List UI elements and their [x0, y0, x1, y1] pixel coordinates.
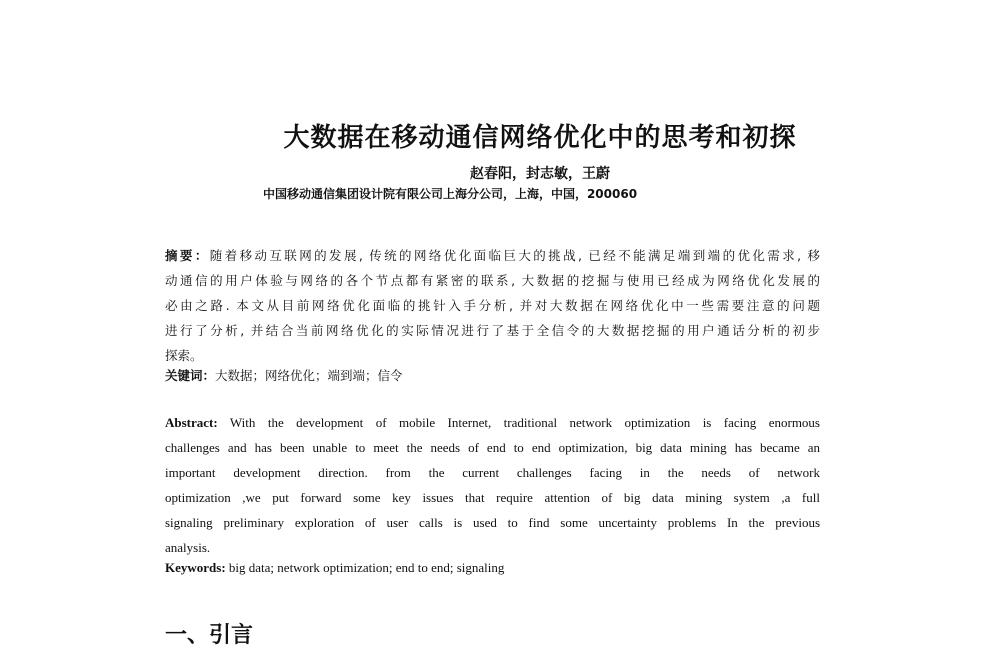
paper-authors: 赵春阳，封志敏，王蔚 — [470, 166, 610, 182]
abstract-line: analysis. — [165, 540, 211, 555]
abstract-label: 摘要： — [165, 248, 210, 263]
keywords-label: 关键词： — [165, 368, 216, 383]
abstract-line: important development direction. from the current challenges facing in the needs of network — [165, 465, 820, 480]
chinese-abstract — [165, 243, 820, 368]
abstract-line: signaling preliminary exploration of user calls is used to find some uncertainty problems In the previous — [165, 515, 820, 530]
keywords-text: 大数据；网络优化；端到端；信令 — [215, 368, 403, 383]
keywords-label: Keywords: — [165, 560, 226, 575]
english-keywords — [165, 560, 820, 576]
abstract-line: 动通信的用户体验与网络的各个节点都有紧密的联系, 大数据的挖掘与使用已经成为网络优化发展的 — [165, 273, 820, 288]
abstract-line: 进行了分析, 并结合当前网络优化的实际情况进行了基于全信令的大数据挖掘的用户通话分析的初步 — [165, 323, 820, 338]
section-heading: 一、引言 — [165, 623, 254, 648]
chinese-keywords — [165, 366, 820, 384]
abstract-line: optimization ,we put forward some key issues that require attention of big data mining system ,a full — [165, 490, 820, 505]
abstract-line: 摘要：随着移动互联网的发展, 传统的网络优化面临巨大的挑战, 已经不能满足端到端的优化需求, 移 — [165, 248, 820, 263]
abstract-line: 必由之路. 本文从目前网络优化面临的挑针入手分析, 并对大数据在网络优化中一些需要注意的问题 — [165, 298, 820, 313]
keywords-text: big data; network optimization; end to end; signaling — [228, 560, 505, 575]
abstract-label: Abstract: — [165, 415, 218, 430]
paper-title: 大数据在移动通信网络优化中的思考和初探 — [283, 123, 797, 153]
abstract-line: challenges and has been unable to meet the needs of end to end optimization, big data mining has became an — [165, 440, 820, 455]
english-abstract — [165, 410, 820, 560]
paper-affiliation: 中国移动通信集团设计院有限公司上海分公司，上海，中国，200060 — [262, 187, 638, 201]
abstract-line: 探索。 — [165, 348, 203, 363]
abstract-line: Abstract: With the development of mobile Internet, traditional network optimization is facing enormous — [165, 415, 820, 430]
